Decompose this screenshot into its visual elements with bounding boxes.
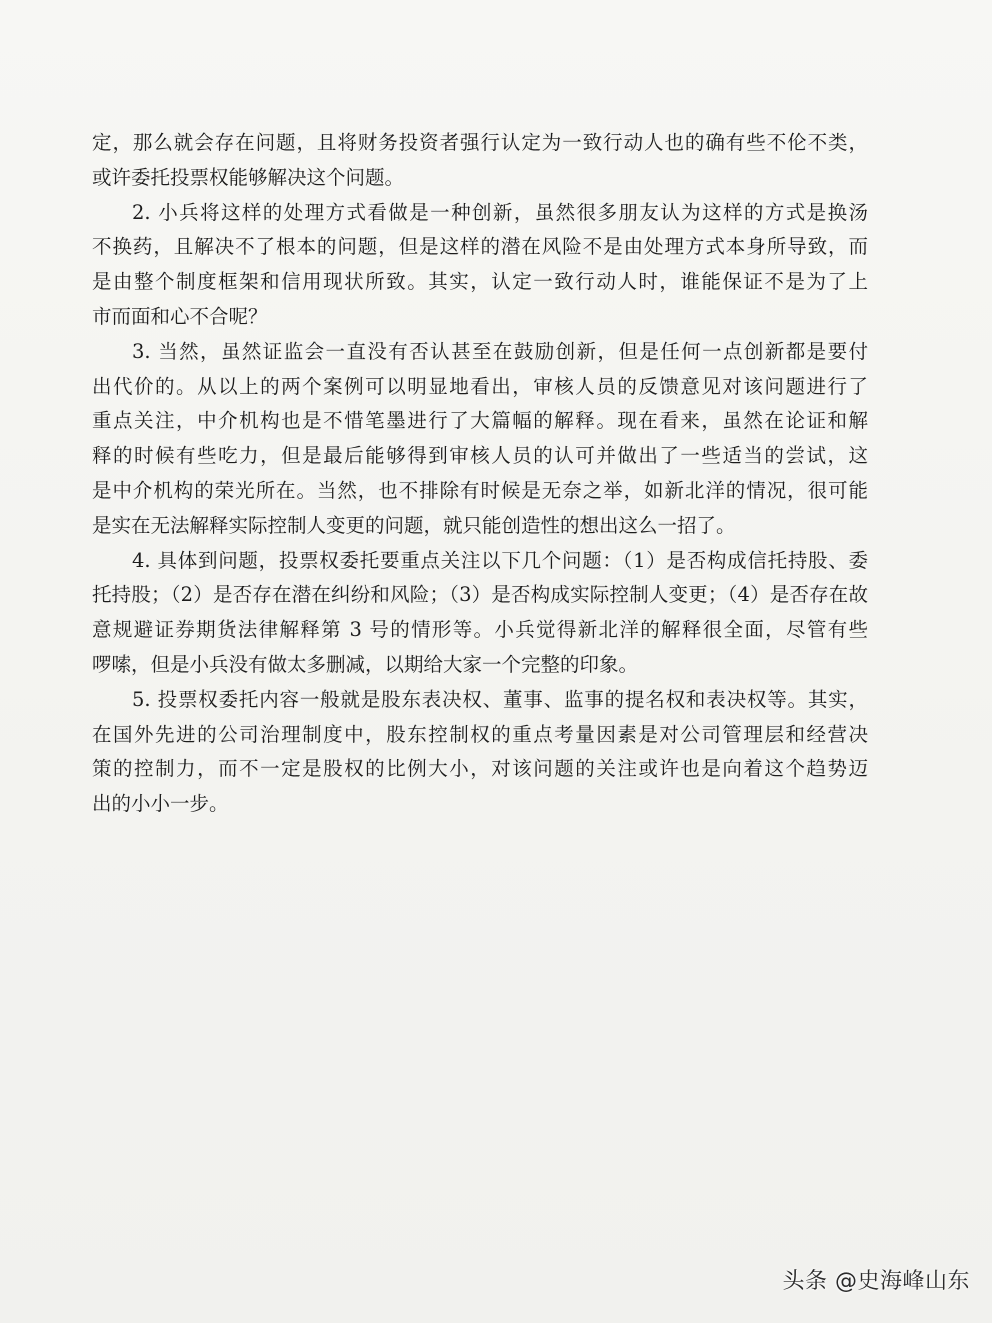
text-line: 出的小小一步。 [92, 792, 229, 816]
text-line: 意规避证券期货法律解释第 3 号的情形等。小兵觉得新北洋的解释很全面，尽管有些 [92, 618, 868, 642]
paragraph-4 [92, 544, 868, 683]
text-line: 不换药，且解决不了根本的问题，但是这样的潜在风险不是由处理方式本身所导致，而 [92, 235, 868, 259]
text-line: 市而面和心不合呢？ [92, 304, 268, 328]
text-line: 策的控制力，而不一定是股权的比例大小，对该问题的关注或许也是向着这个趋势迈 [92, 757, 868, 781]
text-line: 啰嗦，但是小兵没有做太多删减，以期给大家一个完整的印象。 [92, 652, 639, 676]
text-line: 5. 投票权委托内容一般就是股东表决权、董事、监事的提名权和表决权等。其实， [132, 687, 868, 711]
text-line: 出代价的。从以上的两个案例可以明显地看出，审核人员的反馈意见对该问题进行了 [92, 374, 868, 398]
text-line: 2. 小兵将这样的处理方式看做是一种创新，虽然很多朋友认为这样的方式是换汤 [132, 200, 868, 224]
text-line: 是实在无法解释实际控制人变更的问题，就只能创造性的想出这么一招了。 [92, 513, 736, 537]
text-line: 4. 具体到问题，投票权委托要重点关注以下几个问题：（1）是否构成信托持股、委 [132, 548, 868, 572]
paragraph-3 [92, 335, 868, 544]
text-line: 是中介机构的荣光所在。当然，也不排除有时候是无奈之举，如新北洋的情况，很可能 [92, 478, 868, 502]
paragraph-5 [92, 683, 868, 822]
text-line: 在国外先进的公司治理制度中，股东控制权的重点考量因素是对公司管理层和经营决 [92, 722, 868, 746]
text-line: 或许委托投票权能够解决这个问题。 [92, 165, 405, 189]
text-line: 释的时候有些吃力，但是最后能够得到审核人员的认可并做出了一些适当的尝试，这 [92, 444, 868, 468]
text-line: 是由整个制度框架和信用现状所致。其实，认定一致行动人时，谁能保证不是为了上 [92, 270, 868, 294]
watermark-label: 头条 @史海峰山东 [782, 1269, 970, 1294]
text-line: 3. 当然，虽然证监会一直没有否认甚至在鼓励创新，但是任何一点创新都是要付 [132, 339, 868, 363]
text-line: 重点关注，中介机构也是不惜笔墨进行了大篇幅的解释。现在看来，虽然在论证和解 [92, 409, 868, 433]
text-line: 定，那么就会存在问题，且将财务投资者强行认定为一致行动人也的确有些不伦不类， [92, 131, 868, 154]
paragraph-2 [92, 196, 868, 335]
body-text [92, 126, 868, 822]
paragraph-1 [92, 126, 868, 196]
text-line: 托持股；（2）是否存在潜在纠纷和风险；（3）是否构成实际控制人变更；（4）是否存在故 [92, 583, 868, 607]
